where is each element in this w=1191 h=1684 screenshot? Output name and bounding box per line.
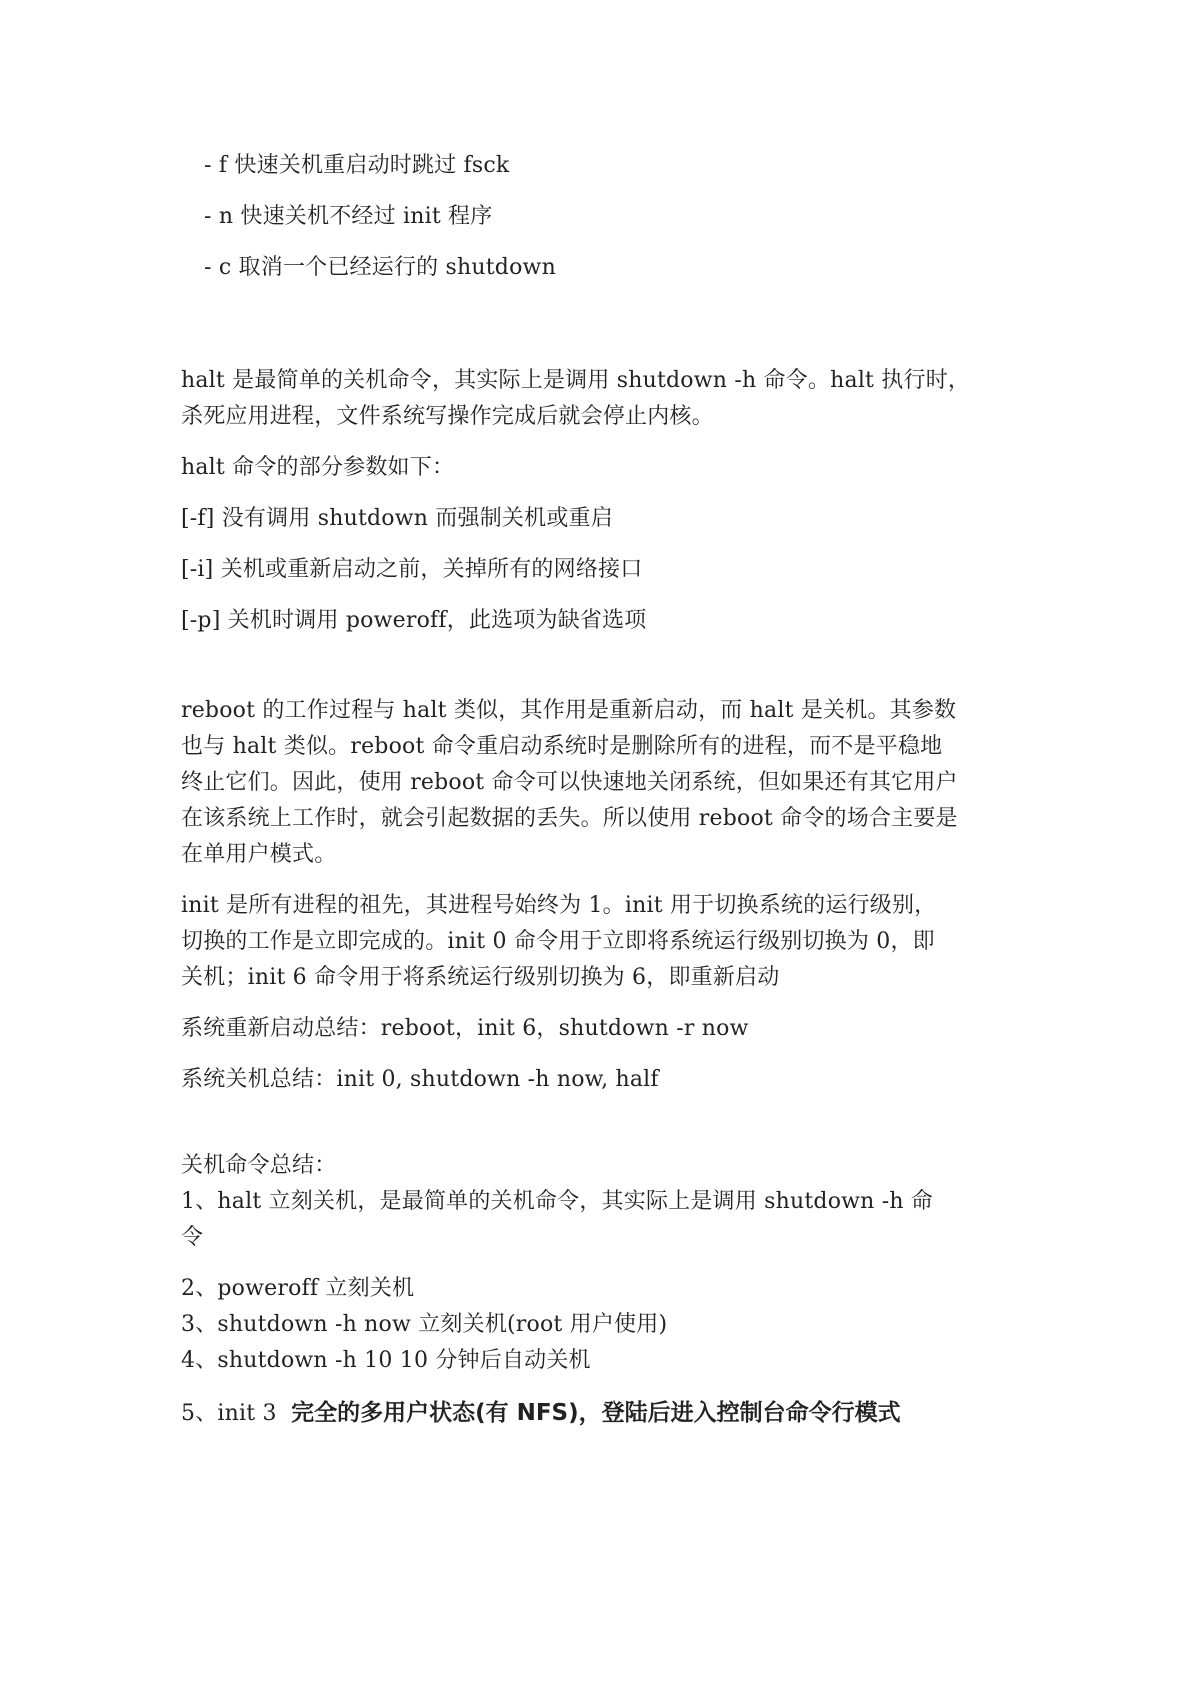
summary-item-last-text: 完全的多用户状态(有 NFS)，登陆后进入控制台命令行模式 xyxy=(291,1400,901,1426)
restart-summary: 系统重新启动总结：reboot，init 6，shutdown -r now xyxy=(181,1016,749,1041)
halt-paragraph-line: halt 是最简单的关机命令，其实际上是调用 shutdown -h 命令。halt 执行时， xyxy=(181,368,971,393)
reboot-paragraph-line: 在该系统上工作时，就会引起数据的丢失。所以使用 reboot 命令的场合主要是 xyxy=(181,806,958,831)
summary-item-last-prefix: 5、init 3 xyxy=(181,1401,292,1426)
reboot-paragraph-line: 也与 halt 类似。reboot 命令重启动系统时是删除所有的进程，而不是平稳地 xyxy=(181,734,943,759)
option-line: - c 取消一个已经运行的 shutdown xyxy=(204,255,556,280)
summary-item: 2、poweroff 立刻关机 xyxy=(181,1276,415,1301)
reboot-paragraph-line: 终止它们。因此，使用 reboot 命令可以快速地关闭系统，但如果还有其它用户 xyxy=(181,770,958,795)
init-paragraph-line: init 是所有进程的祖先，其进程号始终为 1。init 用于切换系统的运行级别， xyxy=(181,893,937,918)
summary-item: 3、shutdown -h now 立刻关机(root 用户使用) xyxy=(181,1312,668,1337)
reboot-paragraph-line: 在单用户模式。 xyxy=(181,842,337,867)
reboot-paragraph-line: reboot 的工作过程与 halt 类似，其作用是重新启动，而 halt 是关机。其参数 xyxy=(181,698,957,723)
summary-item: 1、halt 立刻关机，是最简单的关机命令，其实际上是调用 shutdown -h 命 xyxy=(181,1189,934,1214)
halt-param-line: [-p] 关机时调用 poweroff，此选项为缺省选项 xyxy=(181,608,647,633)
init-paragraph-line: 切换的工作是立即完成的。init 0 命令用于立即将系统运行级别切换为 0，即 xyxy=(181,929,935,954)
halt-param-line: [-f] 没有调用 shutdown 而强制关机或重启 xyxy=(181,506,613,531)
shutdown-summary: 系统关机总结：init 0, shutdown -h now, half xyxy=(181,1067,659,1092)
halt-paragraph-line: 杀死应用进程，文件系统写操作完成后就会停止内核。 xyxy=(181,404,714,429)
summary-item: 4、shutdown -h 10 10 分钟后自动关机 xyxy=(181,1348,591,1373)
halt-params-intro: halt 命令的部分参数如下： xyxy=(181,455,455,480)
option-line: - n 快速关机不经过 init 程序 xyxy=(204,204,493,229)
init-paragraph-line: 关机；init 6 命令用于将系统运行级别切换为 6，即重新启动 xyxy=(181,965,780,990)
option-line: - f 快速关机重启动时跳过 fsck xyxy=(204,153,510,178)
summary-item-last xyxy=(181,1398,901,1429)
halt-param-line: [-i] 关机或重新启动之前，关掉所有的网络接口 xyxy=(181,557,643,582)
summary-heading: 关机命令总结： xyxy=(181,1153,337,1178)
summary-item: 令 xyxy=(181,1225,204,1250)
